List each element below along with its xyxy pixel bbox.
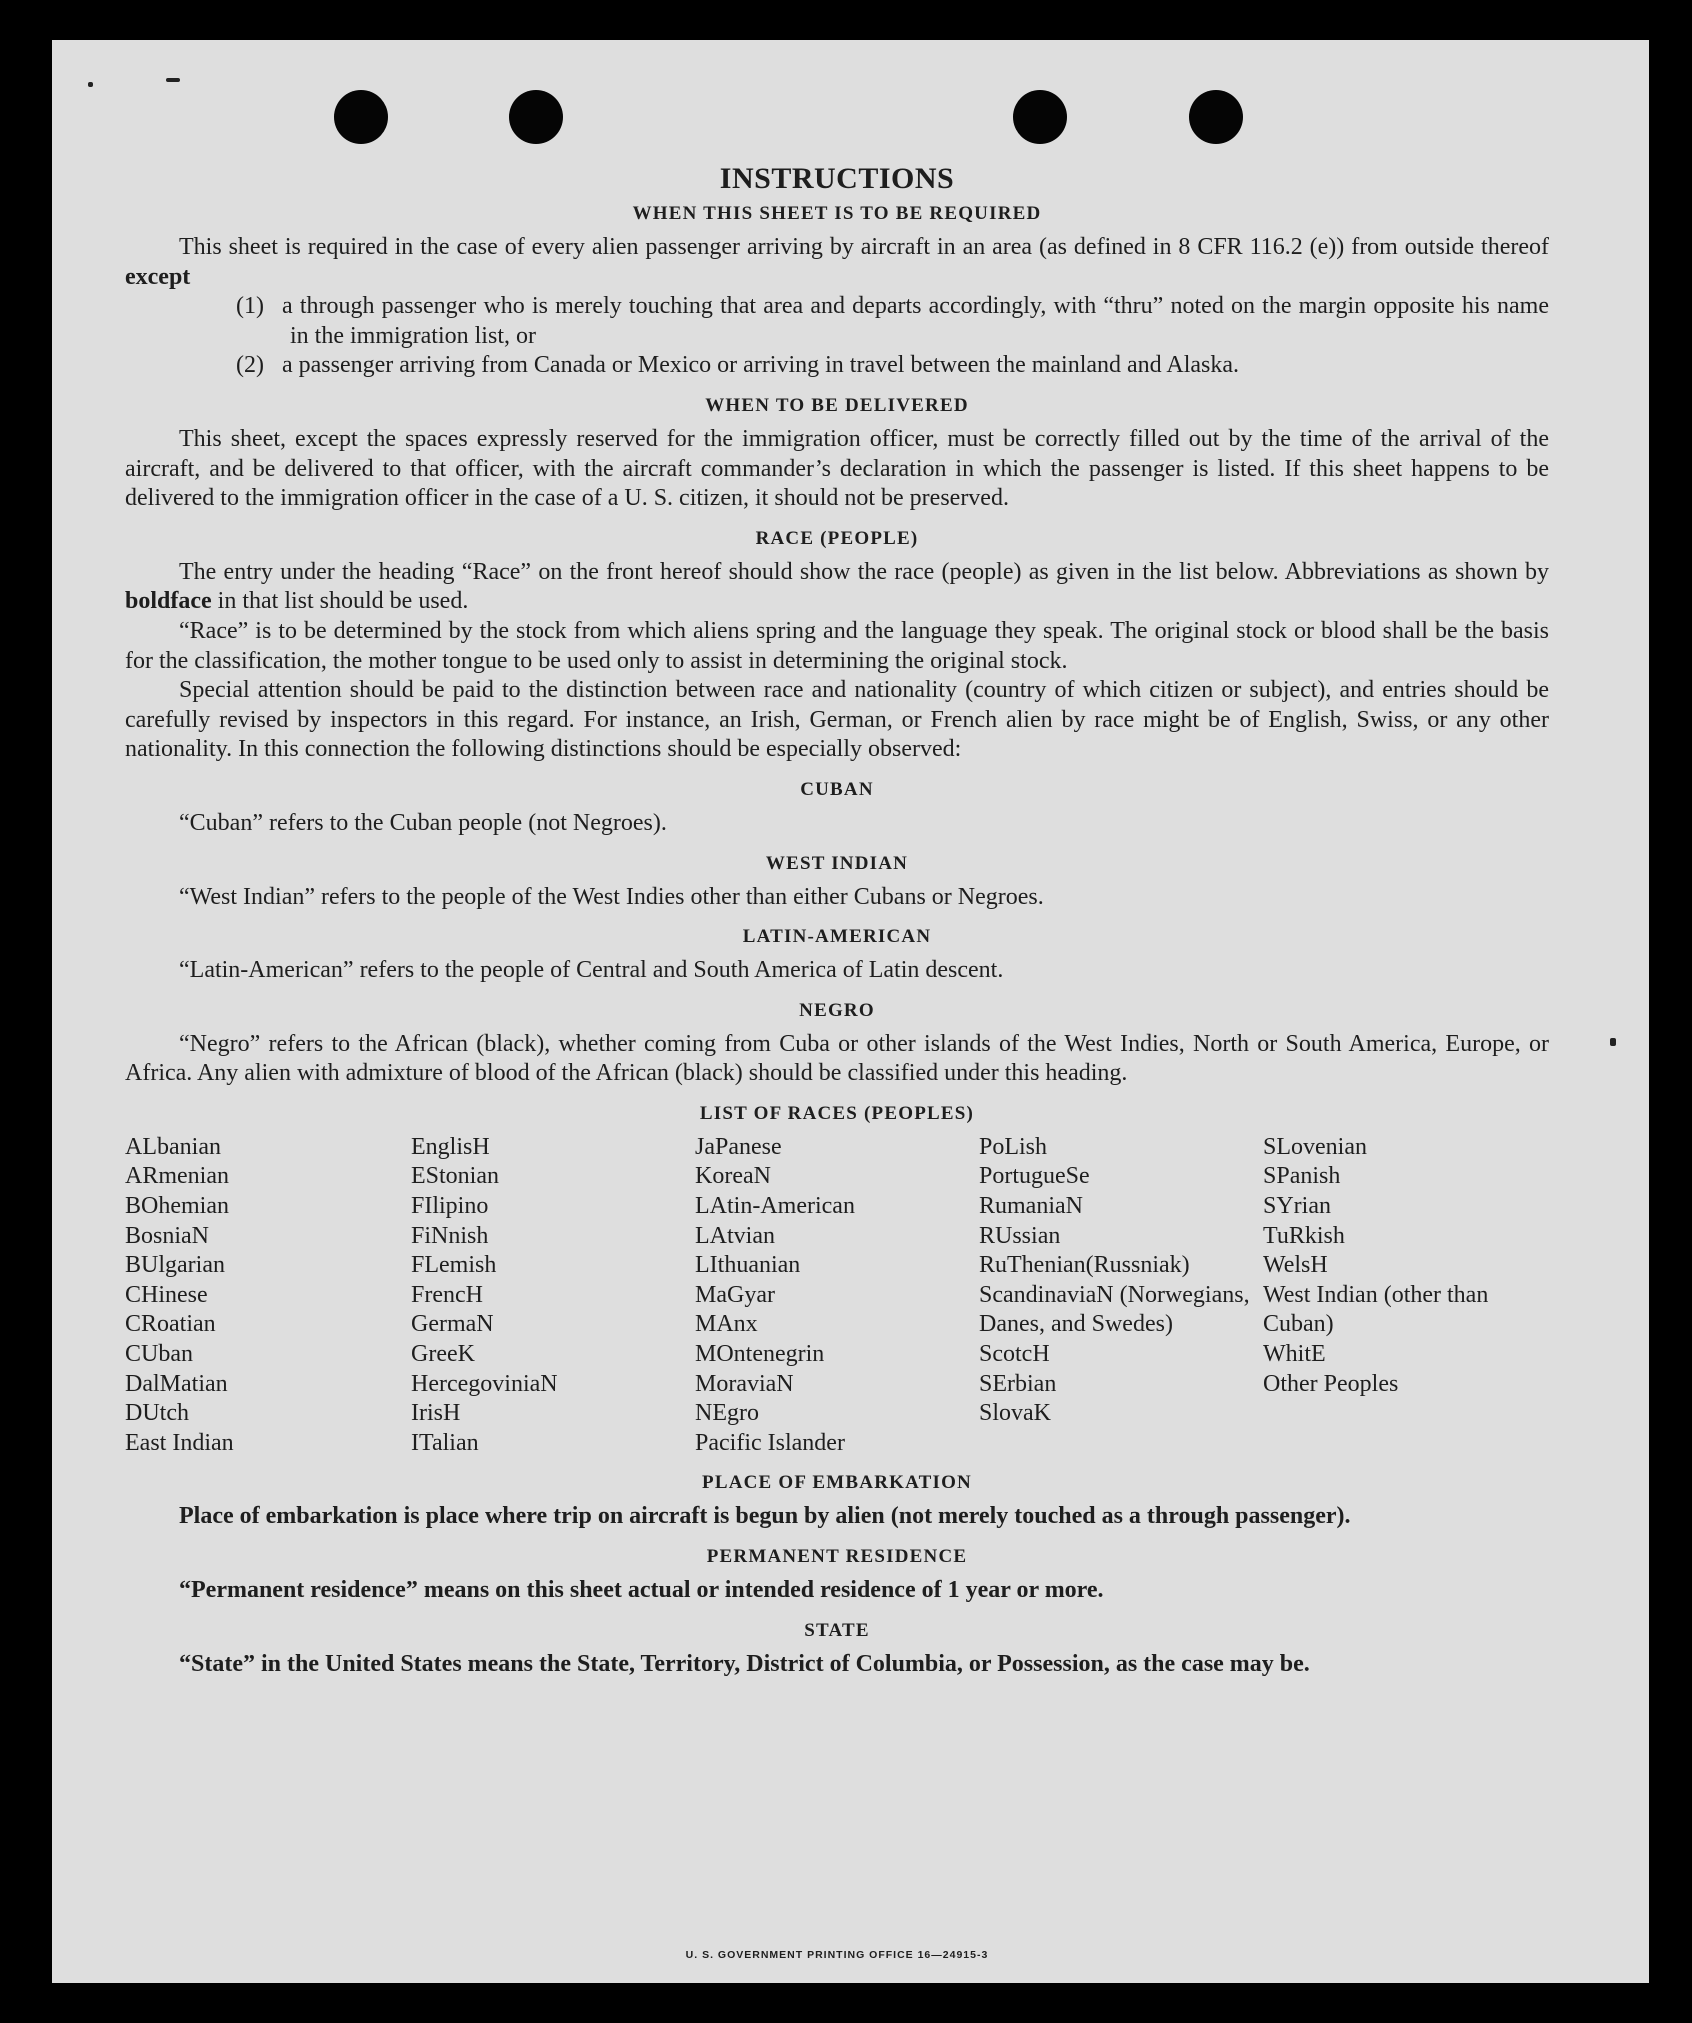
- race-entry: BUlgarian: [125, 1252, 225, 1279]
- race-paragraph-1: [125, 558, 1549, 617]
- race-entry: KoreaN: [695, 1163, 771, 1190]
- race-entry: MaGyar: [695, 1281, 775, 1308]
- race-entry: WelsH: [1263, 1252, 1328, 1279]
- race-entry: MOntenegrin: [695, 1341, 825, 1368]
- races-list: [125, 1133, 1549, 1459]
- required-intro-text: This sheet is required in the case of every alien passenger arriving by aircraft in an area (as defined in 8 CFR 116.2 (e)) from outside thereof: [179, 234, 1549, 260]
- section-heading-races: LIST OF RACES (PEOPLES): [699, 1102, 975, 1124]
- race-entry: SLovenian: [1263, 1133, 1367, 1160]
- race-entry: FiNnish: [411, 1222, 489, 1249]
- race-entry: DalMatian: [125, 1370, 228, 1397]
- delivered-text: This sheet, except the spaces expressly reserved for the immigration officer, must be correctly filled out by the time of the arrival of the aircraft, and be delivered to that officer, with the aircraft commander’s declaration in which the passenger is listed. If this sheet happens to be delivered to the immigration officer in the case of a U. S. citizen, it should not be preserved.: [125, 425, 1549, 512]
- exception-text: a through passenger who is merely touching that area and departs accordingly, with “thru” noted on the margin opposite his name in the immigration list, or: [282, 293, 1549, 349]
- race-entry: TuRkish: [1263, 1222, 1345, 1249]
- punch-hole: [1013, 90, 1067, 144]
- race-entry: LAtvian: [695, 1222, 775, 1249]
- race-entry: NEgro: [695, 1400, 759, 1427]
- race-paragraph-3: Special attention should be paid to the distinction between race and nationality (country of which citizen or subject), and entries should be carefully revised by inspectors in this regard. For instance, an Irish, German, or French alien by race might be of English, Swiss, or any other nationality. In this connection the following distinctions should be especially observed:: [125, 677, 1549, 763]
- race-entry: HercegoviniaN: [411, 1370, 558, 1397]
- cuban-text: “Cuban” refers to the Cuban people (not Negroes).: [179, 809, 667, 836]
- exception-number: (2): [236, 352, 264, 379]
- race-entry: BosniaN: [125, 1222, 209, 1249]
- race-entry: ALbanian: [125, 1133, 221, 1160]
- race-entry: CRoatian: [125, 1311, 216, 1338]
- race-entry: RuThenian(Russniak): [979, 1252, 1190, 1279]
- race-column: [411, 1133, 695, 1459]
- section-heading-residence: PERMANENT RESIDENCE: [706, 1546, 968, 1567]
- embarkation-text: Place of embarkation is place where trip on aircraft is begun by alien (not merely touched as a through passenger).: [179, 1503, 1351, 1530]
- negro-text: “Negro” refers to the African (black), whether coming from Cuba or other islands of the West Indies, North or South America, Europe, or Africa. Any alien with admixture of blood of the African (black) should be classified under this heading.: [125, 1030, 1549, 1087]
- required-intro: [125, 233, 1549, 292]
- race-entry: CHinese: [125, 1281, 208, 1308]
- west-indian-text: “West Indian” refers to the people of the West Indies other than either Cubans or Negroes.: [179, 883, 1044, 910]
- race-entry: PoLish: [979, 1133, 1048, 1160]
- race-entry: FIlipino: [411, 1193, 489, 1220]
- race-entry: EnglisH: [411, 1133, 490, 1160]
- race-entry: ScandinaviaN (Norwegians, Danes, and Swedes): [979, 1281, 1250, 1338]
- page-title: INSTRUCTIONS: [719, 162, 955, 195]
- section-heading-required: WHEN THIS SHEET IS TO BE REQUIRED: [632, 203, 1042, 224]
- race-entry: RUssian: [979, 1222, 1061, 1249]
- race-entry: RumaniaN: [979, 1193, 1083, 1220]
- exception-number: (1): [236, 293, 264, 320]
- race-entry: LAtin-American: [695, 1193, 855, 1220]
- section-heading-negro: NEGRO: [799, 999, 875, 1021]
- race-entry: MAnx: [695, 1311, 758, 1338]
- race-entry: Other Peoples: [1263, 1370, 1399, 1397]
- section-heading-latin-american: LATIN-AMERICAN: [742, 926, 932, 948]
- document-page: [52, 40, 1649, 1983]
- scan-speck: [88, 82, 93, 87]
- race-entry: ITalian: [411, 1429, 479, 1456]
- race-entry: ScotcH: [979, 1341, 1050, 1368]
- section-heading-cuban: CUBAN: [800, 778, 874, 800]
- race-entry: PortugueSe: [979, 1163, 1090, 1190]
- race-entry: FrencH: [411, 1281, 483, 1308]
- race-entry: LIthuanian: [695, 1252, 801, 1279]
- printing-office-footer: U. S. GOVERNMENT PRINTING OFFICE 16—24915-3: [685, 1949, 989, 1961]
- punch-hole: [509, 90, 563, 144]
- instructions-content: [125, 161, 1549, 1961]
- race-paragraph-2: “Race” is to be determined by the stock from which aliens spring and the language they speak. The original stock or blood shall be the basis for the classification, the mother tongue to be used only to assist in determining the original stock.: [125, 617, 1549, 674]
- race-entry: FLemish: [411, 1252, 497, 1279]
- race-entry: DUtch: [125, 1400, 189, 1427]
- race-entry: Pacific Islander: [695, 1429, 845, 1456]
- race-entry: MoraviaN: [695, 1370, 794, 1397]
- race-entry: JaPanese: [695, 1133, 782, 1160]
- race-entry: GermaN: [411, 1311, 494, 1338]
- race-column: [125, 1133, 411, 1459]
- scan-speck: [166, 78, 180, 82]
- race-entry: IrisH: [411, 1400, 461, 1427]
- race-entry: SlovaK: [979, 1400, 1051, 1427]
- race-entry: BOhemian: [125, 1193, 229, 1220]
- race-p1-boldface: boldface: [125, 588, 212, 615]
- scan-speck: [1610, 1038, 1616, 1046]
- section-heading-delivered: WHEN TO BE DELIVERED: [705, 394, 969, 416]
- exception-item: [125, 351, 1549, 381]
- required-intro-except: except: [125, 263, 191, 290]
- race-entry: WhitE: [1263, 1341, 1326, 1368]
- race-entry: GreeK: [411, 1341, 475, 1368]
- race-p1-text-a: The entry under the heading “Race” on the front hereof should show the race (people) as given in the list below. Abbreviations as shown by: [179, 558, 1549, 585]
- exception-item: [125, 292, 1549, 351]
- race-column: [695, 1133, 979, 1459]
- punch-hole: [334, 90, 388, 144]
- race-entry: SPanish: [1263, 1163, 1341, 1190]
- section-heading-embarkation: PLACE OF EMBARKATION: [702, 1472, 972, 1494]
- race-entry: ARmenian: [125, 1163, 229, 1190]
- punch-hole: [1189, 90, 1243, 144]
- latin-american-text: “Latin-American” refers to the people of Central and South America of Latin descent.: [179, 957, 1004, 984]
- state-text: “State” in the United States means the State, Territory, District of Columbia, or Possession, as the case may be.: [179, 1650, 1310, 1677]
- race-column: [1263, 1133, 1549, 1459]
- residence-text: “Permanent residence” means on this sheet actual or intended residence of 1 year or more.: [179, 1577, 1104, 1603]
- race-entry: West Indian (other than Cuban): [1263, 1281, 1489, 1338]
- race-entry: SYrian: [1263, 1193, 1331, 1220]
- race-entry: SErbian: [979, 1370, 1057, 1397]
- exception-text: a passenger arriving from Canada or Mexico or arriving in travel between the mainland and Alaska.: [282, 352, 1239, 379]
- section-heading-race: RACE (PEOPLE): [755, 527, 919, 549]
- race-p1-text-b: in that list should be used.: [217, 588, 469, 615]
- race-column: [979, 1133, 1263, 1459]
- section-heading-state: STATE: [804, 1619, 870, 1641]
- race-entry: EStonian: [411, 1163, 499, 1190]
- section-heading-west-indian: WEST INDIAN: [765, 852, 909, 874]
- race-entry: East Indian: [125, 1429, 234, 1456]
- race-entry: CUban: [125, 1341, 193, 1368]
